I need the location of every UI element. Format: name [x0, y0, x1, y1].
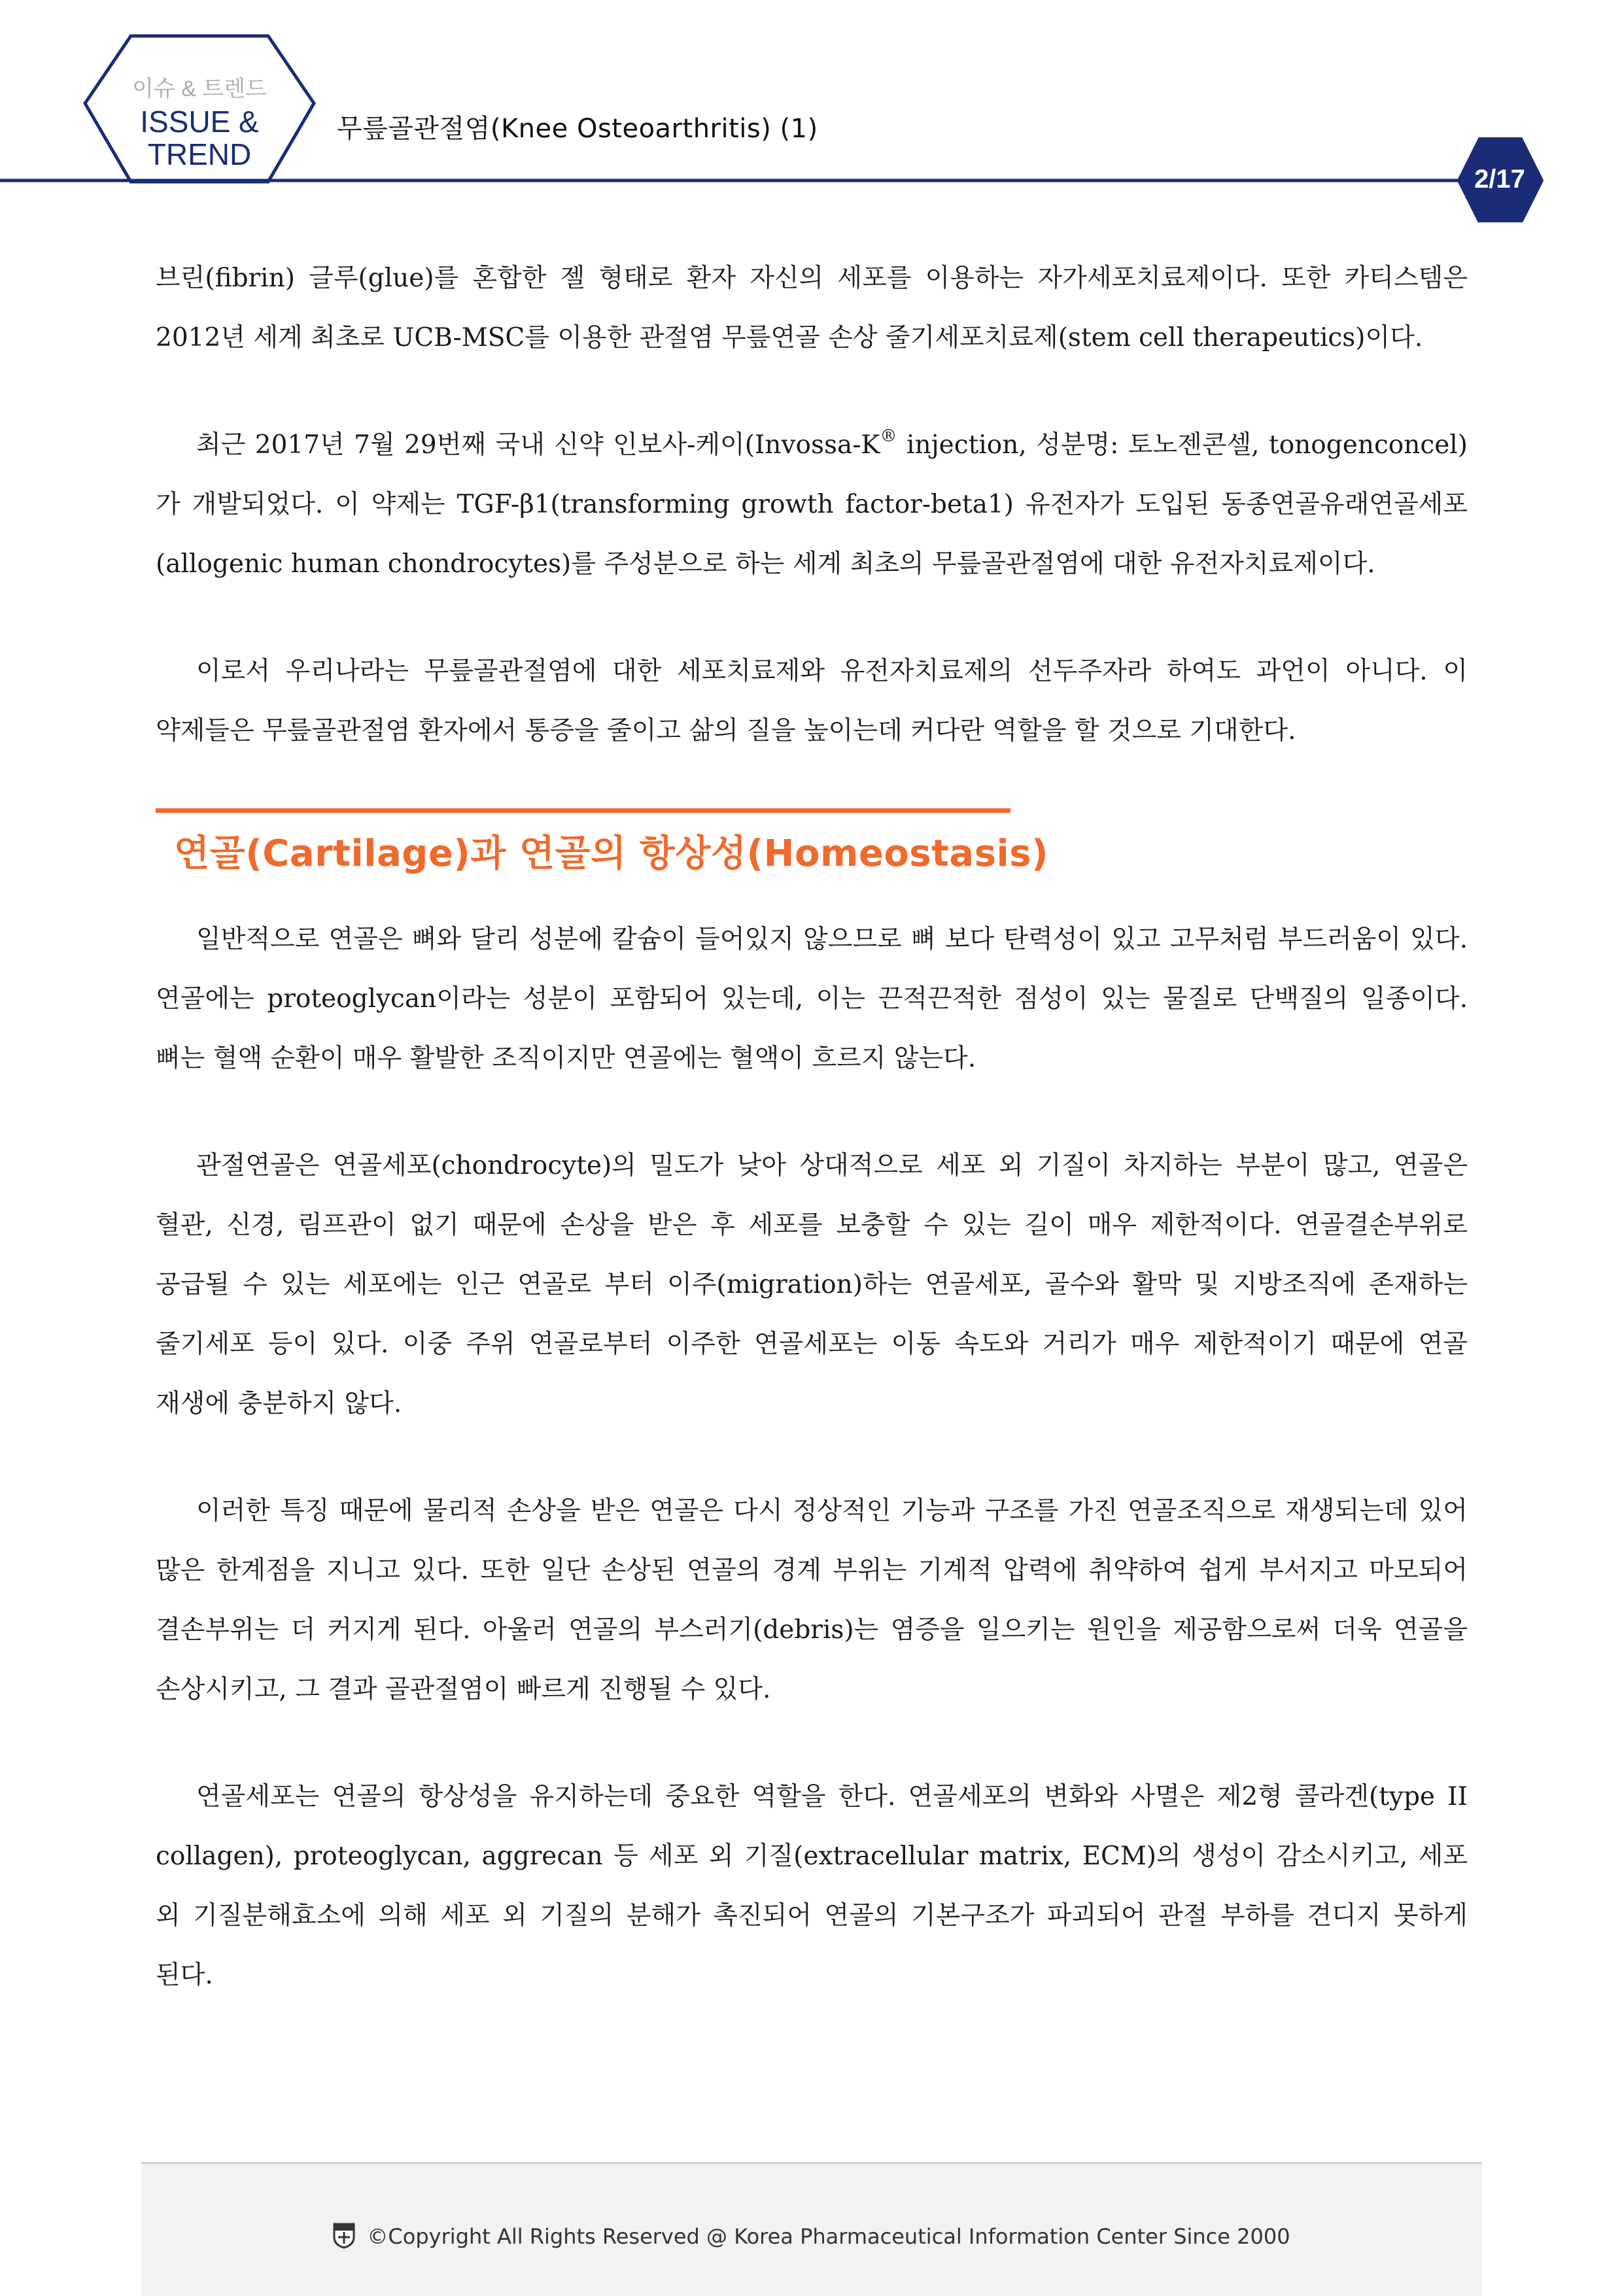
document-body: [156, 248, 1468, 2053]
copyright-text: ©Copyright All Rights Reserved @ Korea Pharmaceutical Information Center Since 2000: [367, 2224, 1290, 2249]
badge-korean-label: 이슈 & 트렌드: [132, 77, 267, 101]
invossa-text-after: injection, 성분명: 토노젠콘셀, tonogenconcel)가 개발되었다. 이 약제는 TGF-β1(transforming growth factor-beta1) 유전자가 도입된 동종연골유래연골세포(allogenic human chondrocytes)를 주성분으로 하는 세계 최초의 무릎골관절염에 대한 유전자치료제이다.: [156, 430, 1468, 579]
section-paragraph: 일반적으로 연골은 뼈와 달리 성분에 칼슘이 들어있지 않으므로 뼈 보다 탄력성이 있고 고무처럼 부드러움이 있다. 연골에는 proteoglycan이라는 성분이 포함되어 있는데, 이는 끈적끈적한 점성이 있는 물질로 단백질의 일종이다. 뼈는 혈액 순환이 매우 활발한 조직이지만 연골에는 혈액이 흐르지 않는다.: [156, 925, 1468, 1073]
footer-copyright-line: [141, 2223, 1482, 2254]
page-number: 2/17: [1474, 165, 1525, 194]
paragraph-lead: 이로서 우리나라는 무릎골관절염에 대한 세포치료제와 유전자치료제의 선두주자라 하여도 과언이 아니다. 이 약제들은 무릎골관절염 환자에서 통증을 줄이고 삶의 질을 높이는데 커다란 역할을 할 것으로 기대한다.: [156, 657, 1468, 745]
footer: [141, 2162, 1482, 2296]
section-divider: [156, 808, 1010, 813]
paragraph-intro: 브린(fibrin) 글루(glue)를 혼합한 젤 형태로 환자 자신의 세포를 이용하는 자가세포치료제이다. 또한 카티스템은 2012년 세계 최초로 UCB-MSC를 이용한 관절염 무릎연골 손상 줄기세포치료제(stem cell therapeutics)이다.: [156, 264, 1468, 352]
invossa-text-before: 최근 2017년 7월 29번째 국내 신약 인보사-케이(Invossa-K: [196, 430, 880, 460]
badge-line-2: TREND: [147, 137, 252, 171]
section-heading: 연골(Cartilage)과 연골의 항상성(Homeostasis): [174, 832, 1049, 875]
badge-line-1: ISSUE &: [140, 105, 259, 139]
section-paragraph: 연골세포는 연골의 항상성을 유지하는데 중요한 역할을 한다. 연골세포의 변화와 사멸은 제2형 콜라겐(type II collagen), proteoglycan, aggrecan 등 세포 외 기질(extracellular matrix, ECM)의 생성이 감소시키고, 세포 외 기질분해효소에 의해 세포 외 기질의 분해가 촉진되어 연골의 기본구조가 파괴되어 관절 부하를 견디지 못하게 된다.: [156, 1782, 1468, 1990]
paragraph-invossa: [156, 415, 1468, 594]
document-title: 무릎골관절염(Knee Osteoarthritis) (1): [337, 114, 818, 144]
registered-mark: ®: [880, 426, 897, 446]
crest-icon: [333, 2223, 355, 2254]
section-paragraph: 관절연골은 연골세포(chondrocyte)의 밀도가 낮아 상대적으로 세포 외 기질이 차지하는 부분이 많고, 연골은 혈관, 신경, 림프관이 없기 때문에 손상을 받은 후 세포를 보충할 수 있는 길이 매우 제한적이다. 연골결손부위로 공급될 수 있는 세포에는 인근 연골로 부터 이주(migration)하는 연골세포, 골수와 활막 및 지방조직에 존재하는 줄기세포 등이 있다. 이중 주위 연골로부터 이주한 연골세포는 이동 속도와 거리가 매우 제한적이기 때문에 연골 재생에 충분하지 않다.: [156, 1151, 1468, 1418]
section-paragraph: 이러한 특징 때문에 물리적 손상을 받은 연골은 다시 정상적인 기능과 구조를 가진 연골조직으로 재생되는데 있어 많은 한계점을 지니고 있다. 또한 일단 손상된 연골의 경계 부위는 기계적 압력에 취약하여 쉽게 부서지고 마모되어 결손부위는 더 커지게 된다. 아울러 연골의 부스러기(debris)는 염증을 일으키는 원인을 제공함으로써 더욱 연골을 손상시키고, 그 결과 골관절염이 빠르게 진행될 수 있다.: [156, 1496, 1468, 1704]
